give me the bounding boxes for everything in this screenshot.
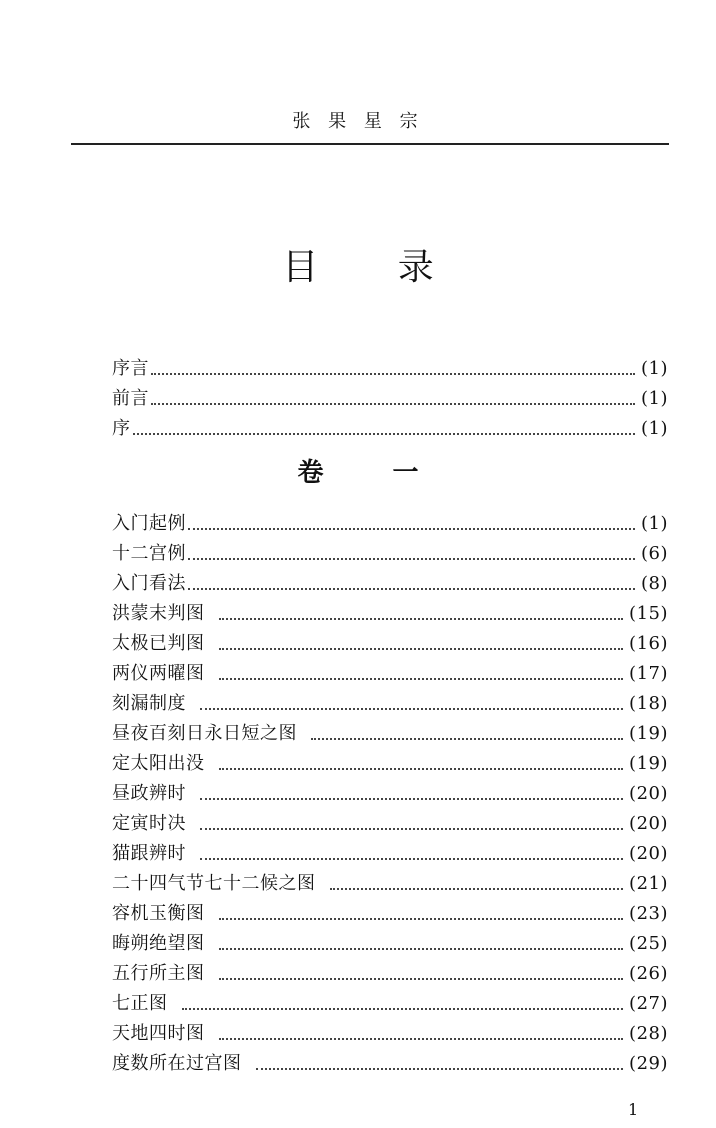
toc-entry-title: 入门看法 [112, 573, 186, 594]
dot-leader [330, 888, 624, 890]
toc-entry[interactable] [112, 567, 668, 597]
toc-entry-page: (18) [629, 693, 668, 714]
toc-entry[interactable] [112, 1047, 668, 1077]
dot-leader [219, 768, 624, 770]
dot-leader [219, 648, 624, 650]
toc-entry-page: (19) [629, 723, 668, 744]
toc-entry[interactable] [112, 807, 668, 837]
toc-entry-title: 前言 [112, 388, 149, 409]
toc-entry-page: (1) [641, 418, 668, 439]
toc-entry-title: 序言 [112, 358, 149, 379]
dot-leader [151, 373, 635, 375]
toc-entry[interactable] [112, 897, 668, 927]
toc-entry[interactable] [112, 537, 668, 567]
toc-entry-title: 太极已判图 [112, 633, 205, 654]
toc-entry-page: (17) [629, 663, 668, 684]
toc-volume-one [112, 507, 668, 1077]
toc-entry-title: 两仪两曜图 [112, 663, 205, 684]
toc-entry[interactable] [112, 687, 668, 717]
toc-entry[interactable] [112, 412, 668, 442]
toc-entry[interactable] [112, 717, 668, 747]
toc-entry-page: (1) [641, 388, 668, 409]
toc-entry-title: 容机玉衡图 [112, 903, 205, 924]
toc-entry-page: (25) [629, 933, 668, 954]
toc-entry-page: (16) [629, 633, 668, 654]
toc-entry[interactable] [112, 627, 668, 657]
toc-entry-title: 入门起例 [112, 513, 186, 534]
toc-entry[interactable] [112, 927, 668, 957]
toc-entry-title: 序 [112, 418, 131, 439]
dot-leader [219, 618, 624, 620]
dot-leader [219, 678, 624, 680]
dot-leader [311, 738, 623, 740]
toc-entry-page: (20) [629, 843, 668, 864]
toc-entry-page: (27) [629, 993, 668, 1014]
toc-entry[interactable] [112, 867, 668, 897]
toc-entry-page: (1) [641, 358, 668, 379]
toc-entry[interactable] [112, 597, 668, 627]
toc-front-matter [112, 352, 668, 442]
section-title: 卷 一 [297, 458, 449, 488]
dot-leader [182, 1008, 624, 1010]
toc-entry-title: 定太阳出没 [112, 753, 205, 774]
toc-entry-title: 刻漏制度 [112, 693, 186, 714]
dot-leader [188, 588, 635, 590]
dot-leader [151, 403, 635, 405]
toc-entry[interactable] [112, 1017, 668, 1047]
toc-entry[interactable] [112, 352, 668, 382]
toc-entry-title: 二十四气节七十二候之图 [112, 873, 316, 894]
toc-entry[interactable] [112, 957, 668, 987]
dot-leader [188, 558, 635, 560]
toc-entry-page: (1) [641, 513, 668, 534]
toc-entry-title: 五行所主图 [112, 963, 205, 984]
page-title: 目 录 [282, 247, 468, 288]
toc-entry-page: (6) [641, 543, 668, 564]
toc-entry-page: (8) [641, 573, 668, 594]
toc-entry[interactable] [112, 777, 668, 807]
toc-entry[interactable] [112, 837, 668, 867]
header-rule [71, 143, 669, 145]
toc-entry-page: (29) [629, 1053, 668, 1074]
dot-leader [219, 948, 624, 950]
toc-entry-title: 七正图 [112, 993, 168, 1014]
toc-entry-page: (26) [629, 963, 668, 984]
toc-entry[interactable] [112, 747, 668, 777]
dot-leader [200, 708, 623, 710]
running-header: 张 果 星 宗 [292, 111, 424, 132]
toc-entry-title: 昼夜百刻日永日短之图 [112, 723, 297, 744]
toc-entry[interactable] [112, 382, 668, 412]
dot-leader [200, 858, 623, 860]
toc-entry-page: (28) [629, 1023, 668, 1044]
dot-leader [219, 978, 624, 980]
toc-entry-title: 定寅时决 [112, 813, 186, 834]
toc-entry[interactable] [112, 987, 668, 1017]
toc-entry-page: (23) [629, 903, 668, 924]
toc-entry[interactable] [112, 657, 668, 687]
toc-entry-title: 晦朔绝望图 [112, 933, 205, 954]
dot-leader [188, 528, 635, 530]
dot-leader [133, 433, 636, 435]
toc-entry-page: (15) [629, 603, 668, 624]
toc-entry-title: 天地四时图 [112, 1023, 205, 1044]
toc-entry-title: 昼政辨时 [112, 783, 186, 804]
toc-entry-title: 度数所在过宫图 [112, 1053, 242, 1074]
dot-leader [200, 828, 623, 830]
toc-entry[interactable] [112, 507, 668, 537]
dot-leader [256, 1068, 624, 1070]
toc-entry-title: 洪蒙末判图 [112, 603, 205, 624]
page-number: 1 [628, 1100, 639, 1119]
toc-entry-title: 十二宫例 [112, 543, 186, 564]
toc-entry-title: 猫跟辨时 [112, 843, 186, 864]
toc-entry-page: (20) [629, 783, 668, 804]
toc-entry-page: (19) [629, 753, 668, 774]
toc-entry-page: (21) [629, 873, 668, 894]
dot-leader [219, 918, 624, 920]
dot-leader [200, 798, 623, 800]
dot-leader [219, 1038, 624, 1040]
toc-entry-page: (20) [629, 813, 668, 834]
